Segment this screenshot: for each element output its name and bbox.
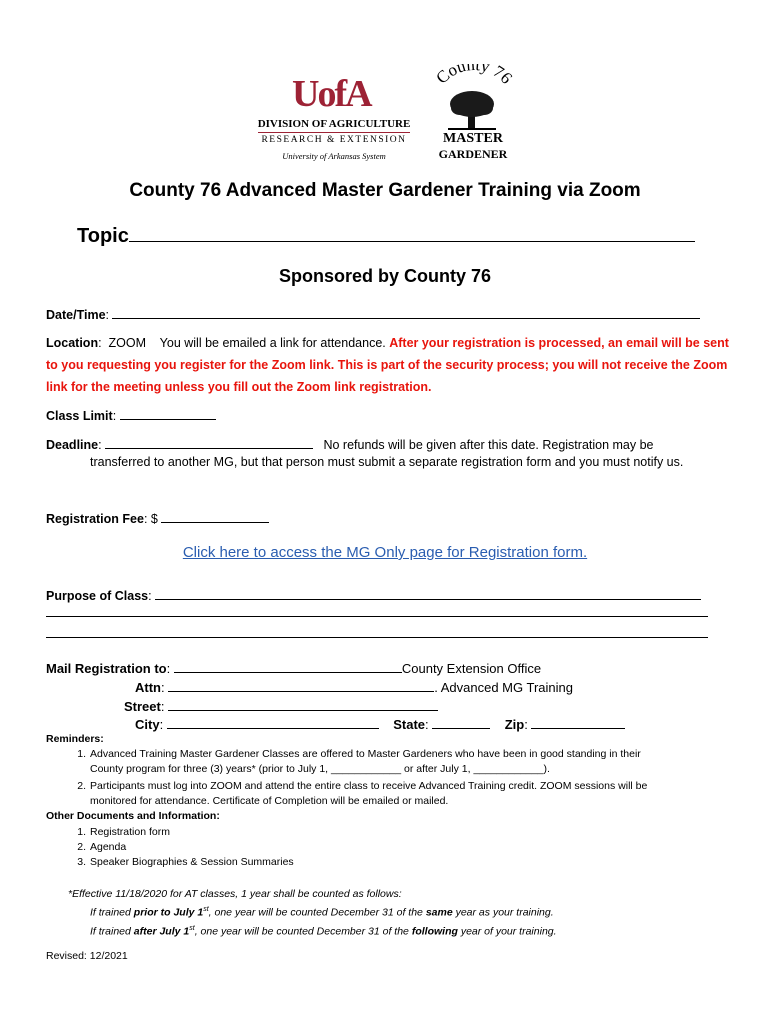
extension-office-text: County Extension Office [401,661,542,676]
mail-registration-label: Mail Registration to [46,661,167,676]
county-arc-text: County 76 [432,64,516,88]
reminders-heading: Reminders: [46,733,104,745]
doc-num-1: 1. [77,826,86,838]
county-logo-master: MASTER [443,131,503,146]
uofa-mark: UofA [292,73,371,115]
city-blank [167,714,379,729]
topic-row [77,225,695,248]
reminders-list [46,748,726,812]
reminder-1-line-2: County program for three (3) years* (prior to July 1, ____________ or after July 1, ____________). [90,763,550,775]
reminder-num-1: 1. [77,748,86,760]
deadline-note: No refunds will be given after this date. Registration may be [323,438,654,452]
mail-registration-row: Mail Registration to: County Extension Office [46,658,541,676]
topic-blank [129,225,695,242]
purpose-label: Purpose of Class [46,589,149,603]
doc-item-registration-form: Registration form [90,826,170,838]
doc-item-speaker-bios: Speaker Biographies & Session Summaries [90,856,294,868]
doc-num-2: 2. [77,841,86,853]
zip-label: Zip [504,717,525,732]
registration-fee-label: Registration Fee [46,512,144,526]
other-docs-list [46,826,446,872]
class-limit-row: Class Limit: [46,405,216,423]
date-time-row: Date/Time: [46,304,700,322]
doc-num-3: 3. [77,856,86,868]
effective-line-1: *Effective 11/18/2020 for AT classes, 1 year shall be counted as follows: [68,888,402,900]
effective-line-2: If trained prior to July 1st, one year will be counted December 31 of the same year as your training. [90,906,554,919]
doc-item-agenda: Agenda [90,841,127,853]
county-76-master-gardener-logo [424,64,522,164]
registration-fee-blank [161,508,269,523]
attn-row: Attn: . Advanced MG Training [135,677,573,695]
deadline-blank [105,434,313,449]
revised-date: Revised: 12/2021 [46,950,128,962]
effective-note [68,886,557,939]
location-block [46,332,730,398]
deadline-label: Deadline [46,438,99,452]
county-logo-gardener: GARDENER [438,147,508,161]
reminder-1-line-1: Advanced Training Master Gardener Classes are offered to Master Gardeners who have been in good standing in their [90,748,641,760]
document-title: County 76 Advanced Master Gardener Training via Zoom [129,180,641,201]
city-row: City: State: Zip: [135,714,625,732]
tree-icon [448,91,496,130]
purpose-line-2 [46,616,708,617]
date-time-label: Date/Time [46,308,106,322]
deadline-row: Deadline: No refunds will be given after this date. Registration may be [46,434,706,455]
state-label: State [393,717,426,732]
topic-label: Topic [77,225,129,247]
reminder-2-line-2: monitored for attendance. Certificate of Completion will be emailed or mailed. [90,795,449,807]
street-row: Street: [124,696,438,714]
location-label: Location [46,336,99,350]
zip-blank [531,714,625,729]
reminder-2-line-1: Participants must log into ZOOM and attend the entire class to receive Advanced Training credit. ZOOM sessions will be [90,780,648,792]
fee-currency: $ [150,512,158,526]
city-label: City [135,717,160,732]
uofa-line-division: DIVISION OF AGRICULTURE [257,118,411,130]
street-label: Street [124,699,161,714]
registration-fee-row: Registration Fee: $ [46,508,269,526]
class-limit-label: Class Limit [46,409,113,423]
state-blank [432,714,490,729]
uofa-line-system: University of Arkansas System [282,151,386,161]
uofa-divider [258,132,410,133]
mail-county-blank [174,658,402,673]
purpose-line-3 [46,637,708,638]
attn-suffix: . Advanced MG Training [434,680,573,695]
deadline-note-continued: transferred to another MG, but that person must submit a separate registration form and you must notify us. [90,455,684,469]
uofa-logo [256,72,412,164]
street-blank [168,696,438,711]
purpose-blank [155,585,701,600]
effective-line-3: If trained after July 1st, one year will be counted December 31 of the following year of your training. [90,924,557,937]
reminder-num-2: 2. [77,780,86,792]
registration-form-link[interactable]: Click here to access the MG Only page for Registration form. [182,544,588,561]
svg-text:County 76 [432,64,516,88]
location-text: : ZOOM You will be emailed a link for attendance. [98,336,390,350]
other-docs-heading: Other Documents and Information: [46,810,220,822]
class-limit-blank [120,405,216,420]
purpose-row: Purpose of Class: [46,585,701,603]
attn-blank [168,677,434,692]
zoom-warning: After your registration is processed, an email will be sent to you requesting you register for the Zoom link. This is part of the security process; you will not receive the Zoom link for the meeting unless you fill out the Zoom link registration. [46,336,729,394]
date-time-blank [112,304,700,319]
attn-label: Attn [135,680,161,695]
uofa-line-research: RESEARCH & EXTENSION [261,135,407,145]
sponsor-heading: Sponsored by County 76 [278,266,492,286]
